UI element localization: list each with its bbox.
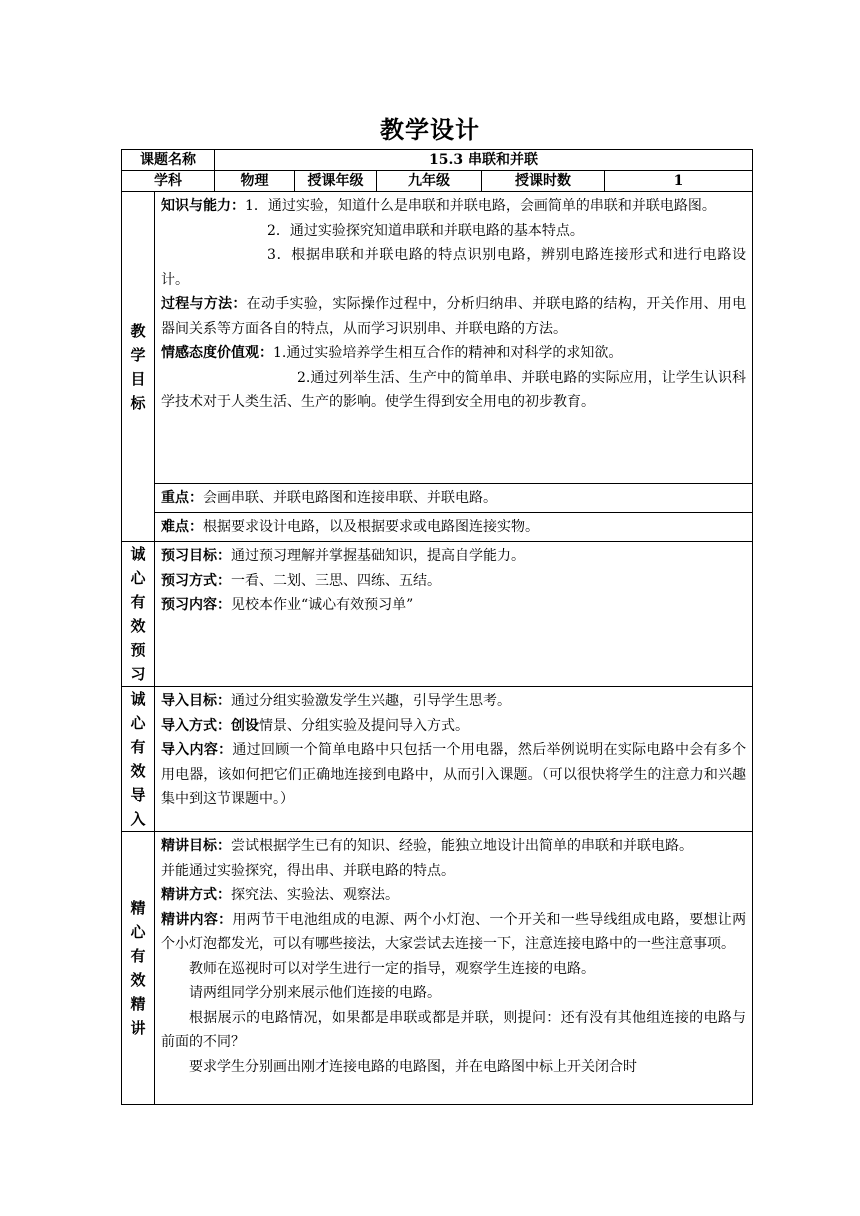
- preview-content: 预习目标：通过预习理解并掌握基础知识，提高自学能力。 预习方式：一看、二划、三思、四练、五结。 预习内容：见校本作业“诚心有效预习单”: [155, 542, 753, 687]
- objectives-row: [122, 192, 753, 484]
- lecture-side-label: 精心有效精讲: [122, 832, 155, 1105]
- hours-value: 1: [605, 171, 753, 192]
- intro-content: 导入目标：通过分组实验激发学生兴趣，引导学生思考。 导入方式：创设情景、分组实验及提问导入方式。 导入内容：通过回顾一个简单电路中只包括一个用电器，然后举例说明在实际电路中会有多个用电器，该如何把它们正确地连接到电路中，从而引入课题。（可以很快将学生的注意力和兴趣集中到这节课题中。）: [155, 687, 753, 832]
- objectives-side-label: 教学目标: [122, 192, 155, 542]
- preview-side-label: 诚心有效预习: [122, 542, 155, 687]
- topic-value: 15.3 串联和并联: [215, 150, 753, 171]
- lecture-row: [122, 832, 753, 1105]
- intro-row: [122, 687, 753, 832]
- key-point-row: [122, 484, 753, 513]
- lesson-plan-table: [121, 149, 753, 1105]
- grade-label: 授课年级: [295, 171, 377, 192]
- subject-value: 物理: [215, 171, 295, 192]
- hours-label: 授课时数: [482, 171, 605, 192]
- subject-label: 学科: [122, 171, 215, 192]
- intro-side-label: 诚心有效导入: [122, 687, 155, 832]
- topic-label: 课题名称: [122, 150, 215, 171]
- objectives-content: 知识与能力：1．通过实验，知道什么是串联和并联电路，会画简单的串联和并联电路图。 2．通过实验探究知道串联和并联电路的基本特点。 3．根据串联和并联电路的特点识别电路，辨别电路连接形式和进行电路设计。 过程与方法：在动手实验，实际操作过程中，分析归纳串、并联电路的结构，开关作用、用电器间关系等方面各自的特点，从而学习识别串、并联电路的方法。 情感态度价值观：1.通过实验培养学生相互合作的精神和对科学的求知欲。 2.通过列举生活、生产中的简单串、并联电路的实际应用，让学生认识科学技术对于人类生活、生产的影响。使学生得到安全用电的初步教育。: [155, 192, 753, 484]
- difficulty-point: 难点：根据要求设计电路，以及根据要求或电路图连接实物。: [155, 513, 753, 542]
- page-title: 教学设计: [380, 116, 480, 144]
- grade-value: 九年级: [377, 171, 482, 192]
- key-point: 重点：会画串联、并联电路图和连接串联、并联电路。: [155, 484, 753, 513]
- info-row: [122, 171, 753, 192]
- lecture-content: 精讲目标：尝试根据学生已有的知识、经验，能独立地设计出简单的串联和并联电路。 并能通过实验探究，得出串、并联电路的特点。 精讲方式：探究法、实验法、观察法。 精讲内容：用两节干电池组成的电源、两个小灯泡、一个开关和一些导线组成电路，要想让两个小灯泡都发光，可以有哪些接法，大家尝试去连接一下，注意连接电路中的一些注意事项。 教师在巡视时可以对学生进行一定的指导，观察学生连接的电路。 请两组同学分别来展示他们连接的电路。 根据展示的电路情况，如果都是串联或都是并联，则提问：还有没有其他组连接的电路与前面的不同？ 要求学生分别画出刚才连接电路的电路图，并在电路图中标上开关闭合时: [155, 832, 753, 1105]
- difficulty-row: [122, 513, 753, 542]
- topic-row: [122, 150, 753, 171]
- preview-row: [122, 542, 753, 687]
